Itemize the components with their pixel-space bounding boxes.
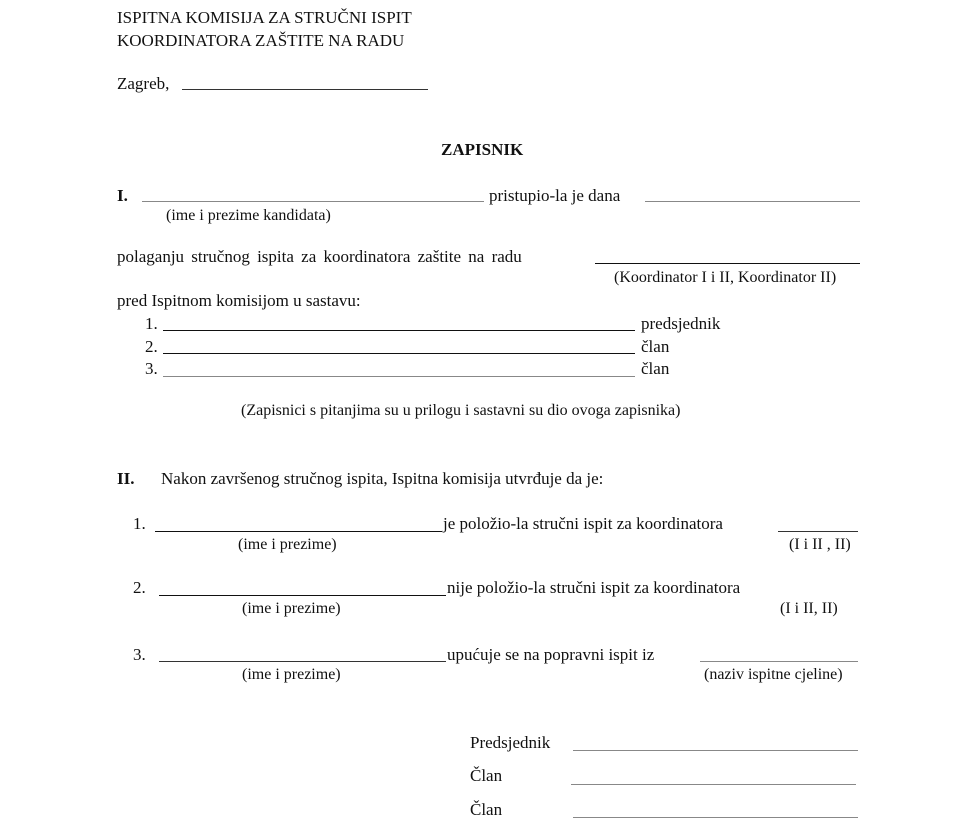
committee-label: pred Ispitnom komisijom u sastavu:	[117, 291, 361, 310]
signature-label: Predsjednik	[470, 733, 551, 752]
result-number: 2.	[133, 578, 146, 597]
signature-label: Član	[470, 800, 503, 819]
passed-level-field[interactable]	[778, 531, 858, 532]
exam-date-field[interactable]	[645, 201, 860, 202]
president-signature-field[interactable]	[573, 750, 858, 751]
retake-name-field[interactable]	[159, 661, 446, 662]
member-number: 1.	[145, 314, 158, 333]
candidate-name-hint: (ime i prezime kandidata)	[166, 207, 331, 224]
name-hint: (ime i prezime)	[242, 600, 341, 617]
member1-signature-field[interactable]	[571, 784, 856, 785]
attended-label: pristupio-la je dana	[489, 186, 621, 205]
member-2-name-field[interactable]	[163, 353, 635, 354]
coordinator-level-hint: (Koordinator I i II, Koordinator II)	[614, 269, 837, 286]
member-role: član	[641, 359, 670, 378]
subject-hint: (naziv ispitne cjeline)	[704, 666, 843, 683]
member-role: predsjednik	[641, 314, 721, 333]
member-role: član	[641, 337, 670, 356]
passed-name-field[interactable]	[155, 531, 442, 532]
attachment-note: (Zapisnici s pitanjima su u prilogu i sastavni su dio ovoga zapisnika)	[241, 402, 681, 419]
date-field[interactable]	[182, 89, 428, 90]
level-hint: (I i II , II)	[789, 536, 851, 553]
section1-numeral: I.	[117, 186, 128, 205]
org-name-line1: ISPITNA KOMISIJA ZA STRUČNI ISPIT	[117, 8, 412, 27]
section2-intro: Nakon završenog stručnog ispita, Ispitna komisija utvrđuje da je:	[161, 469, 604, 488]
result-text: je položio-la stručni ispit za koordinatora	[443, 514, 723, 533]
name-hint: (ime i prezime)	[242, 666, 341, 683]
level-hint: (I i II, II)	[780, 600, 838, 617]
member-1-name-field[interactable]	[163, 330, 635, 331]
retake-subject-field[interactable]	[700, 661, 858, 662]
member-3-name-field[interactable]	[163, 376, 635, 377]
exam-description: polaganju stručnog ispita za koordinatora zaštite na radu	[117, 247, 522, 266]
result-number: 1.	[133, 514, 146, 533]
signature-label: Član	[470, 766, 503, 785]
failed-name-field[interactable]	[159, 595, 446, 596]
org-name-line2: KOORDINATORA ZAŠTITE NA RADU	[117, 31, 405, 50]
result-text: upućuje se na popravni ispit iz	[447, 645, 655, 664]
result-text: nije položio-la stručni ispit za koordinatora	[447, 578, 741, 597]
document-title: ZAPISNIK	[441, 140, 524, 159]
candidate-name-field[interactable]	[142, 201, 484, 202]
name-hint: (ime i prezime)	[238, 536, 337, 553]
coordinator-level-field[interactable]	[595, 263, 860, 264]
member2-signature-field[interactable]	[573, 817, 858, 818]
member-number: 2.	[145, 337, 158, 356]
result-number: 3.	[133, 645, 146, 664]
member-number: 3.	[145, 359, 158, 378]
place-label: Zagreb,	[117, 74, 170, 93]
section2-numeral: II.	[117, 469, 135, 488]
